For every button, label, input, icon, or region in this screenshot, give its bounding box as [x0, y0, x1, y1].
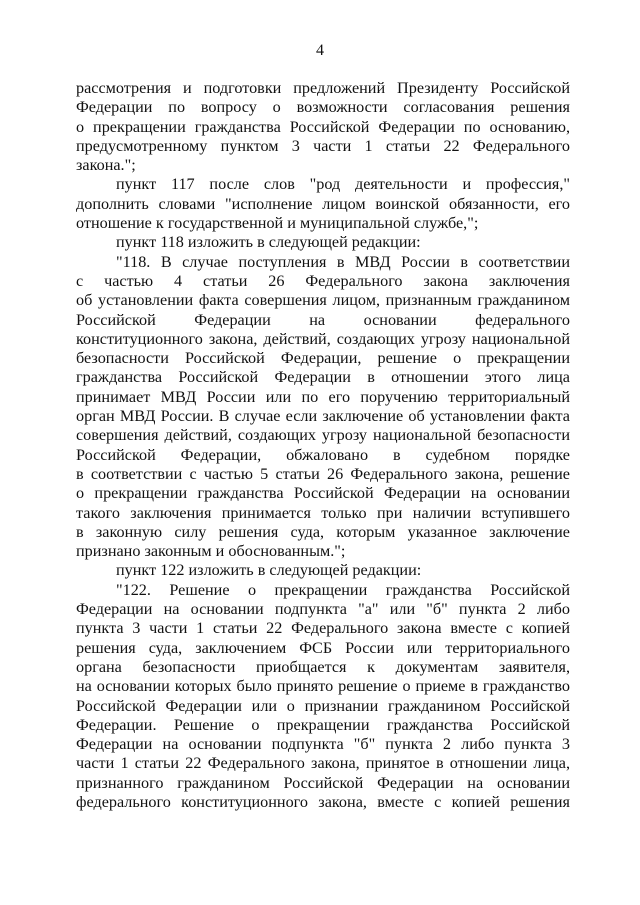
text-line: Федерации по вопросу о возможности согласования решения: [76, 98, 570, 117]
text-line: признанного гражданином Российской Федерации на основании: [76, 773, 570, 792]
paragraph: [76, 581, 570, 813]
paragraph: [76, 233, 570, 252]
text-line: Российской Федерации на основании федерального: [76, 310, 570, 329]
text-line: решения суда, заключением ФСБ России или территориального: [76, 638, 570, 657]
text-line: о прекращении гражданства Российской Федерации по основанию,: [76, 117, 570, 136]
text-line: пункт 118 изложить в следующей редакции:: [116, 233, 421, 252]
text-line: Российской Федерации, обжаловано в судебном порядке: [76, 445, 570, 464]
text-line: на основании которых было принято решение о приеме в гражданство: [76, 677, 570, 696]
text-line: гражданства Российской Федерации в отношении этого лица: [76, 368, 570, 387]
text-line: "118. В случае поступления в МВД России в соответствии: [116, 252, 570, 271]
text-line: о прекращении гражданства Российской Федерации на основании: [76, 484, 570, 503]
text-line: в законную силу решения суда, которым указанное заключение: [76, 522, 570, 541]
text-line: Федерации. Решение о прекращении гражданства Российской: [76, 715, 570, 734]
text-line: пункта 3 части 1 статьи 22 Федерального закона вместе с копией: [76, 619, 570, 638]
document-body: [76, 79, 570, 812]
text-line: безопасности Российской Федерации, решение о прекращении: [76, 349, 570, 368]
text-line: отношение к государственной и муниципальной службе,";: [76, 214, 479, 233]
text-line: органа безопасности приобщается к документам заявителя,: [76, 657, 570, 676]
text-line: Российской Федерации или о признании гражданином Российской: [76, 696, 570, 715]
text-line: закона.";: [76, 156, 136, 175]
text-line: совершения действий, создающих угрозу национальной безопасности: [76, 426, 570, 445]
text-line: конституционного закона, действий, создающих угрозу национальной: [76, 329, 570, 348]
paragraph: [76, 79, 570, 175]
text-line: предусмотренному пунктом 3 части 1 статьи 22 Федерального: [76, 136, 570, 155]
text-line: признано законным и обоснованным.";: [76, 542, 346, 561]
text-line: с частью 4 статьи 26 Федерального закона заключения: [76, 271, 570, 290]
text-line: рассмотрения и подготовки предложений Президенту Российской: [76, 79, 570, 97]
text-line: Федерации на основании подпункта "б" пункта 2 либо пункта 3: [76, 735, 570, 754]
paragraph: [76, 175, 570, 233]
text-line: в соответствии с частью 5 статьи 26 Федерального закона, решение: [76, 464, 570, 483]
paragraph: [76, 561, 570, 580]
text-line: пункт 122 изложить в следующей редакции:: [116, 561, 422, 580]
paragraph: [76, 253, 570, 562]
text-line: пункт 117 после слов "род деятельности и профессия,": [116, 175, 570, 194]
text-line: "122. Решение о прекращении гражданства Российской: [116, 580, 570, 599]
text-line: дополнить словами "исполнение лицом воинской обязанности, его: [76, 194, 570, 213]
page-number: 4: [316, 42, 324, 59]
text-line: части 1 статьи 22 Федерального закона, принятое в отношении лица,: [76, 754, 570, 773]
text-line: орган МВД России. В случае если заключение об установлении факта: [76, 407, 570, 426]
text-line: Федерации на основании подпункта "а" или "б" пункта 2 либо: [76, 600, 570, 619]
text-line: об установлении факта совершения лицом, признанным гражданином: [76, 291, 570, 310]
text-line: федерального конституционного закона, вместе с копией решения: [76, 792, 570, 811]
text-line: принимает МВД России или по его поручению территориальный: [76, 387, 570, 406]
text-line: такого заключения принимается только при наличии вступившего: [76, 503, 570, 522]
